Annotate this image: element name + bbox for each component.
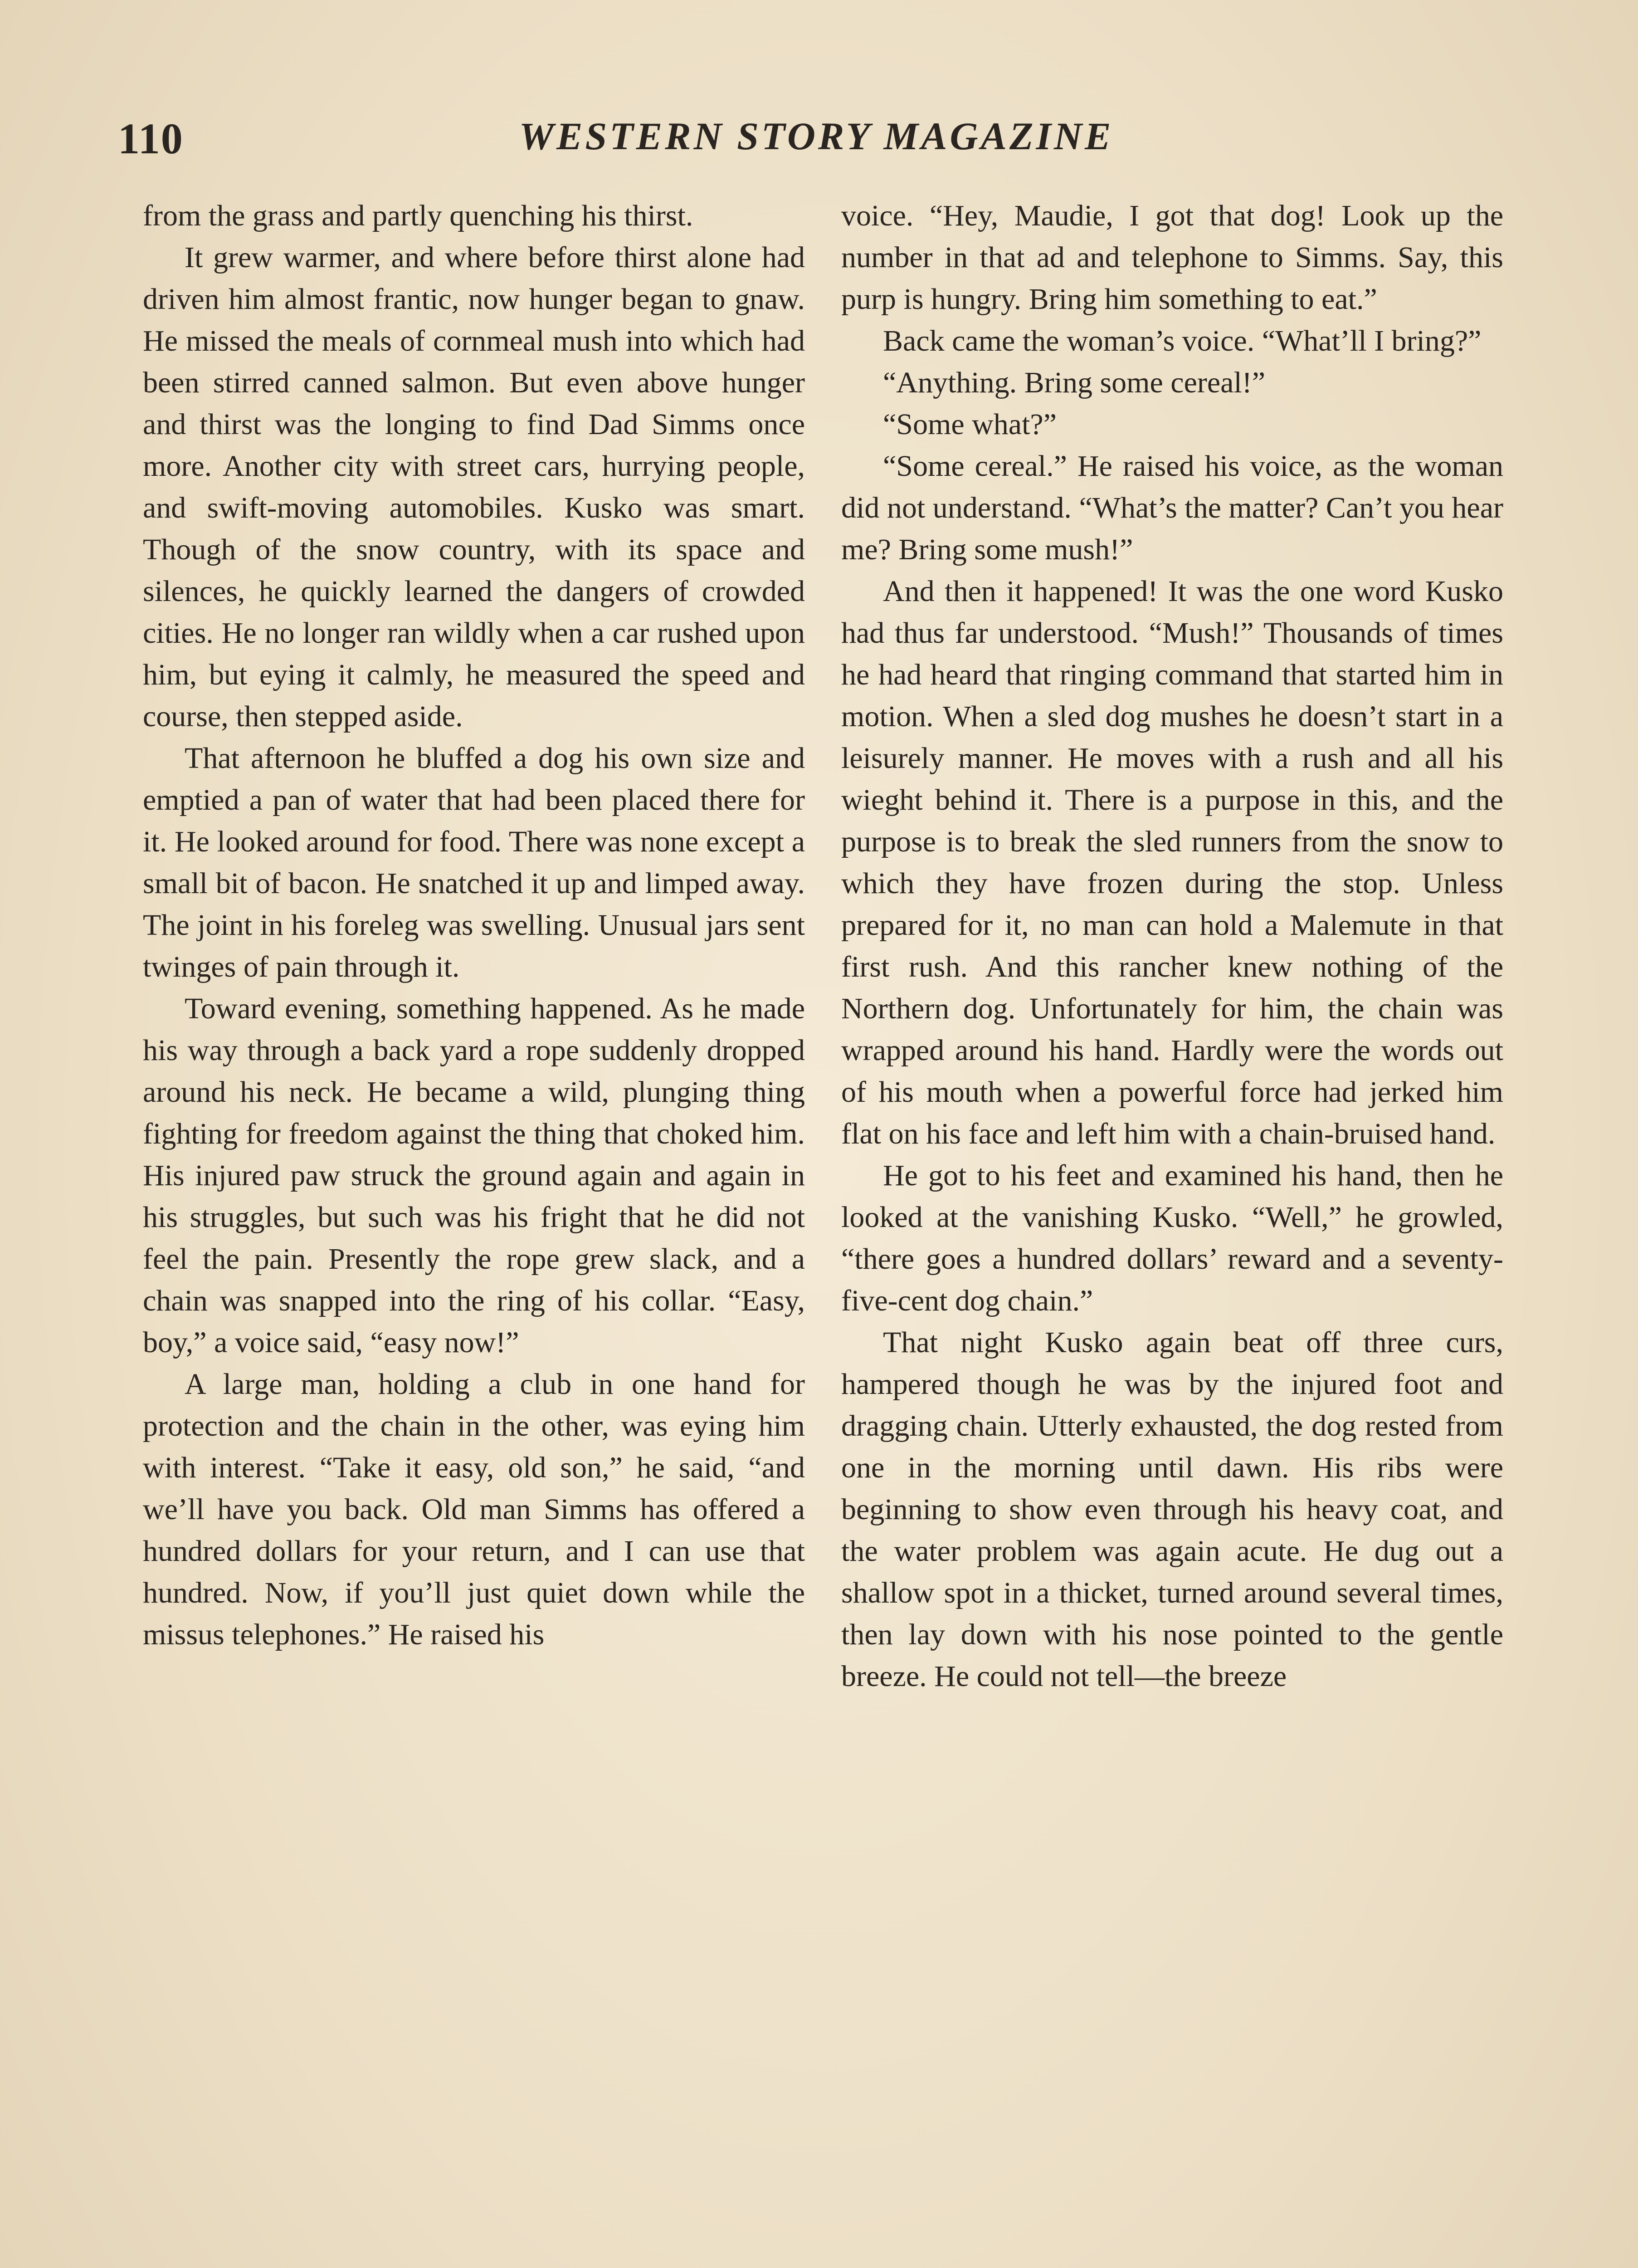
paragraph: It grew warmer, and where before thirst alone had driven him almost frantic, now hunger began to gnaw. He missed the meals of cornmeal mush into which had been stirred canned salmon. But even above hunger and thirst was the longing to find Dad Simms once more. Another city with street cars, hurrying people, and swift-moving automobiles. Kusko was smart. Though of the snow country, with its space and silences, he quickly learned the dangers of crowded cities. He no longer ran wildly when a car rushed upon him, but eying it calmly, he measured the speed and course, then stepped aside. bbox=[143, 241, 805, 733]
paragraph: “Anything. Bring some cereal!” bbox=[883, 366, 1266, 399]
paragraph: Back came the woman’s voice. “What’ll I bring?” bbox=[883, 324, 1482, 357]
paragraph: He got to his feet and examined his hand, then he looked at the vanishing Kusko. “Well,” he growled, “there goes a hundred dollars’ reward and a seventy-five-cent dog chain.” bbox=[841, 1159, 1503, 1317]
right-column bbox=[841, 195, 1503, 1697]
magazine-title: WESTERN STORY MAGAZINE bbox=[519, 114, 1114, 158]
paragraph: That afternoon he bluffed a dog his own size and emptied a pan of water that had been placed there for it. He looked around for food. There was none except a small bit of bacon. He snatched it up and limped away. The joint in his foreleg was swelling. Unusual jars sent twinges of pain through it. bbox=[143, 742, 805, 983]
paragraph: Toward evening, something happened. As he made his way through a back yard a rope suddenly dropped around his neck. He became a wild, plunging thing fighting for freedom against the thing that choked him. His injured paw struck the ground again and again in his struggles, but such was his fright that he did not feel the pain. Presently the rope grew slack, and a chain was snapped into the ring of his collar. “Easy, boy,” a voice said, “easy now!” bbox=[143, 992, 805, 1359]
paragraph: “Some cereal.” He raised his voice, as the woman did not understand. “What’s the matter? Can’t you hear me? Bring some mush!” bbox=[841, 450, 1503, 566]
page-header bbox=[118, 113, 1515, 181]
paragraph: from the grass and partly quenching his thirst. bbox=[143, 199, 693, 232]
paragraph: That night Kusko again beat off three curs, hampered though he was by the injured foot and dragging chain. Utterly exhausted, the dog rested from one in the morning until dawn. His ribs were beginning to show even through his heavy coat, and the water problem was again acute. He dug out a shallow spot in a thicket, turned around several times, then lay down with his nose pointed to the gentle breeze. He could not tell—the breeze bbox=[841, 1326, 1503, 1693]
paragraph: voice. “Hey, Maudie, I got that dog! Look up the number in that ad and telephone to Simms. Say, this purp is hungry. Bring him something to eat.” bbox=[841, 199, 1503, 316]
left-column bbox=[143, 195, 805, 1656]
page-number: 110 bbox=[118, 114, 184, 163]
paragraph: A large man, holding a club in one hand for protection and the chain in the other, was eying him with interest. “Take it easy, old son,” he said, “and we’ll have you back. Old man Simms has offered a hundred dollars for your return, and I can use that hundred. Now, if you’ll just quiet down while the missus telephones.” He raised his bbox=[143, 1368, 805, 1651]
paragraph: “Some what?” bbox=[883, 408, 1057, 441]
paragraph: And then it happened! It was the one word Kusko had thus far understood. “Mush!” Thousands of times he had heard that ringing command that started him in motion. When a sled dog mushes he doesn’t start in a leisurely manner. He moves with a rush and all his wieght behind it. There is a purpose in this, and the purpose is to break the sled runners from the snow to which they have frozen during the stop. Unless prepared for it, no man can hold a Malemute in that first rush. And this rancher knew nothing of the Northern dog. Unfortunately for him, the chain was wrapped around his hand. Hardly were the words out of his mouth when a powerful force had jerked him flat on his face and left him with a chain-bruised hand. bbox=[841, 575, 1503, 1150]
